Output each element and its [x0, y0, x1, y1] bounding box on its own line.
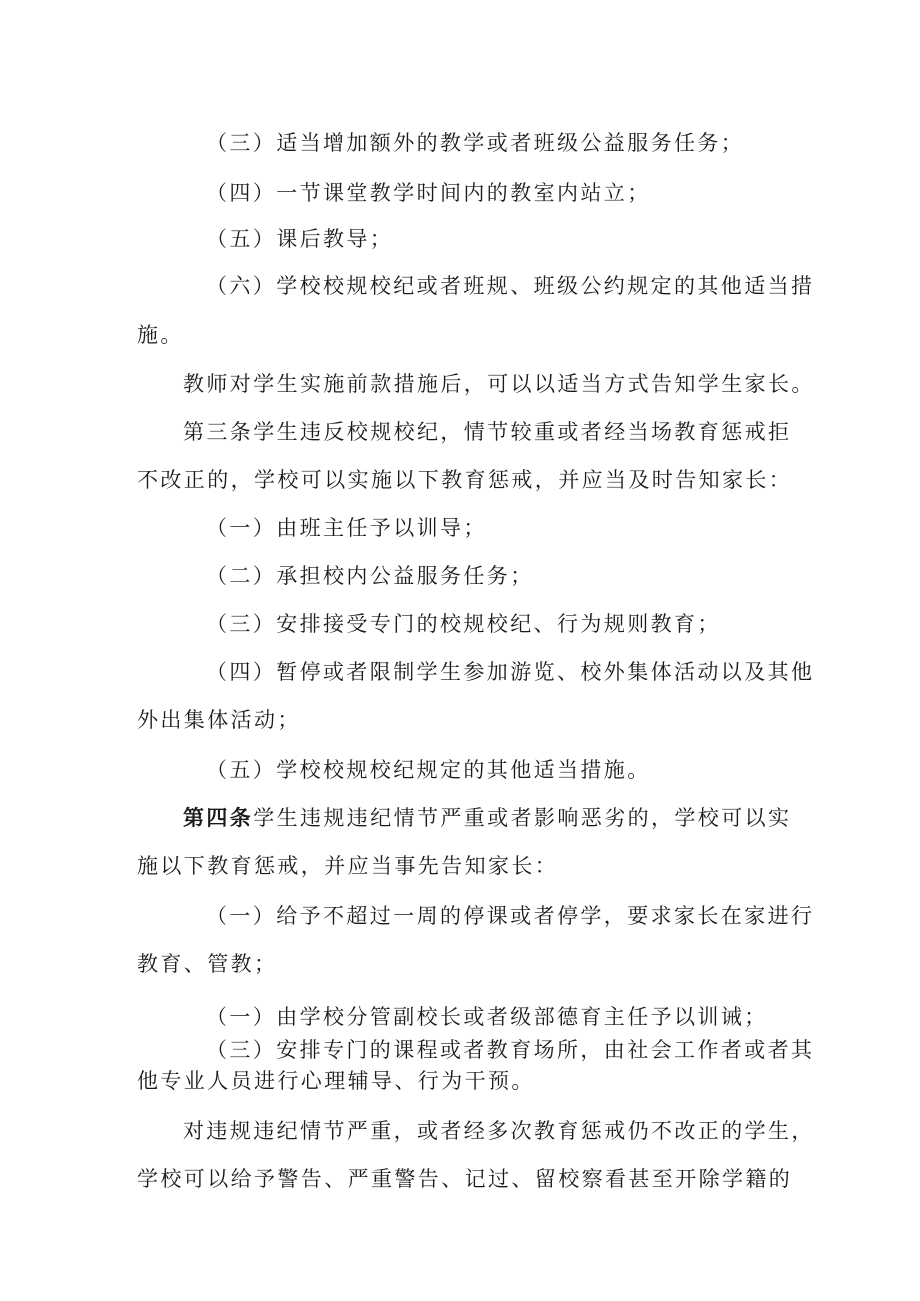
- text-line: 外出集体活动；: [137, 708, 301, 732]
- text-line: （五）课后教导；: [206, 227, 394, 251]
- text-line: （三）安排接受专门的校规校纪、行为规则教育；: [206, 612, 721, 636]
- text-line: 第三条学生违反校规校纪，情节较重或者经当场教育惩戒拒: [183, 420, 792, 444]
- text-line: （六）学校校规校纪或者班规、班级公约规定的其他适当措: [206, 274, 815, 298]
- text-line: 学校可以给予警告、严重警告、记过、留校察看甚至开除学籍的: [137, 1167, 793, 1191]
- text-line: 施。: [137, 323, 184, 347]
- text-line: （五）学校校规校纪规定的其他适当措施。: [206, 758, 651, 782]
- text-line: 施以下教育惩戒，并应当事先告知家长：: [137, 854, 559, 878]
- text-line: 对违规违纪情节严重，或者经多次教育惩戒仍不改正的学生，: [183, 1119, 815, 1143]
- text-line: （一）由学校分管副校长或者级部德育主任予以训诫；: [206, 1005, 768, 1029]
- text-line: 他专业人员进行心理辅导、行为干预。: [137, 1069, 535, 1093]
- text-line: （四）一节课堂教学时间内的教室内站立；: [206, 181, 651, 205]
- text-line: （四）暂停或者限制学生参加游览、校外集体活动以及其他: [206, 660, 815, 684]
- text-line: 教育、管教；: [137, 952, 278, 976]
- text-line: （一）给予不超过一周的停课或者停学，要求家长在家进行: [206, 904, 815, 928]
- text-line: 教师对学生实施前款措施后，可以以适当方式告知学生家长。: [183, 372, 815, 396]
- text-line: 不改正的，学校可以实施以下教育惩戒，并应当及时告知家长：: [137, 468, 793, 492]
- text-line: （二）承担校内公益服务任务；: [206, 564, 534, 588]
- text-line: （三）适当增加额外的教学或者班级公益服务任务；: [206, 131, 745, 155]
- article-four-heading: 第四条: [183, 805, 254, 830]
- text-line: （一）由班主任予以训导；: [206, 516, 487, 540]
- article-four-line: [183, 804, 791, 832]
- text-line: 学生违规违纪情节严重或者影响恶劣的，学校可以实: [253, 806, 792, 830]
- text-line: （三）安排专门的课程或者教育场所，由社会工作者或者其: [206, 1038, 815, 1062]
